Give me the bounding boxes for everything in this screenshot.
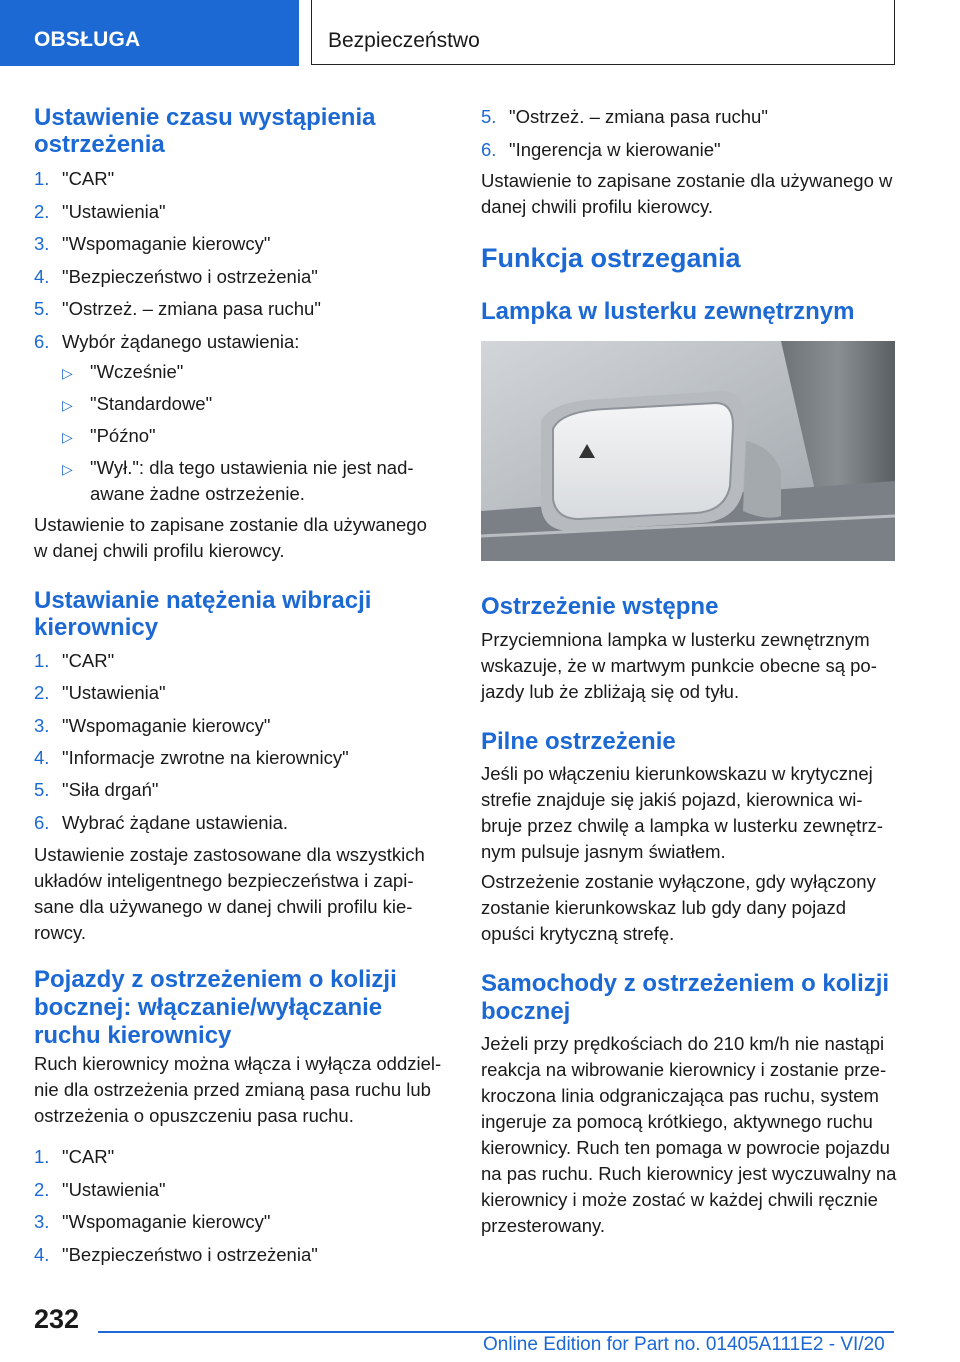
list-item-text: "Ingerencja w kierowanie" [509, 138, 721, 160]
list-number: 3. [34, 233, 50, 254]
list-number: 6. [481, 138, 497, 160]
text-urgent-warning: Jeśli po włączeniu kierunkowskazu w krytycznej strefie znajduje się jakiś pojazd, kierownica wibruje przez chwilę a lampka w lusterku zewnętrznym pulsuje jasnym światłem. [481, 763, 884, 862]
footer-edition: Online Edition for Part no. 01405A111E2 - VI/20 [483, 1334, 885, 1355]
heading-warning-time: Ustawienie czasu wystąpienia ostrzeżenia [34, 104, 376, 158]
triangle-bullet-icon: ▷ [62, 429, 73, 445]
list-item-text: "Ustawienia" [62, 200, 166, 222]
list-item-text: "Ostrzeż. – zmiana pasa ruchu" [509, 106, 768, 127]
list-item-text: "CAR" [62, 650, 115, 671]
list-item-text: "Wspomaganie kierowcy" [62, 1211, 271, 1232]
list-number: 6. [34, 330, 50, 352]
list-item-text: Wybrać żądane ustawienia. [62, 811, 289, 833]
option-text: "Standardowe" [90, 393, 213, 414]
list-number: 4. [34, 265, 50, 287]
triangle-bullet-icon: ▷ [62, 365, 73, 381]
list-number: 6. [34, 811, 50, 833]
option-text: "Wcześnie" [90, 361, 184, 382]
heading-side-collision: Samochody z ostrzeżeniem o kolizji bocznej [481, 970, 890, 1025]
list-number: 2. [34, 1178, 50, 1200]
list-number: 5. [34, 298, 50, 319]
triangle-bullet-icon: ▷ [62, 397, 73, 413]
heading-warning-function: Funkcja ostrzegania [481, 243, 741, 273]
list-item-text: "Wspomaganie kierowcy" [62, 714, 271, 736]
list-number: 1. [34, 650, 50, 671]
list-number: 5. [481, 106, 497, 127]
list-item-text: "Siła drgań" [62, 779, 159, 801]
list-item-text: "Ustawienia" [62, 1178, 166, 1200]
section-tab [0, 0, 299, 66]
list-number: 5. [34, 779, 50, 801]
list-number: 1. [34, 1146, 50, 1167]
list-number: 3. [34, 714, 50, 736]
list-number: 3. [34, 1211, 50, 1232]
list-number: 4. [34, 746, 50, 768]
list-item-text: "Bezpieczeństwo i ostrzeżenia" [62, 265, 318, 287]
note-profile: Ustawienie to zapisane zostanie dla używanego w danej chwili profilu kierowcy. [34, 514, 427, 561]
heading-urgent-warning: Pilne ostrzeżenie [481, 728, 676, 755]
list-number: 1. [34, 168, 50, 189]
triangle-bullet-icon: ▷ [62, 461, 73, 477]
list-number: 4. [34, 1243, 50, 1265]
text-pre-warning: Przyciemniona lampka w lusterku zewnętrznym wskazuje, że w martwym punkcie obecne są pojazdy lub że zbliżają się od tyłu. [481, 629, 877, 702]
page-number: 232 [34, 1304, 80, 1334]
list-item-text: "Ustawienia" [62, 682, 166, 704]
heading-pre-warning: Ostrzeżenie wstępne [481, 593, 719, 620]
footer-rule [98, 1331, 894, 1333]
option-text: "Wył.": dla tego ustawienia nie jest nadawane żadne ostrzeżenie. [90, 457, 414, 504]
section-label: OBSŁUGA [34, 28, 141, 51]
topic-tab [311, 0, 895, 65]
list-item-text: "CAR" [62, 1146, 115, 1167]
note-vibration: Ustawienie zostaje zastosowane dla wszystkich układów inteligentnego bezpieczeństwa i zapisane dla używanego w danej chwili profilu kierowcy. [34, 844, 425, 943]
list-number: 2. [34, 682, 50, 704]
list-item-text: "Ostrzeż. – zmiana pasa ruchu" [62, 298, 321, 319]
topic-label: Bezpieczeństwo [328, 29, 480, 52]
text-urgent-warning-off: Ostrzeżenie zostanie wyłączone, gdy wyłączony zostanie kierunkowskaz lub gdy dany pojazd opuści krytyczną strefę. [481, 871, 876, 944]
mirror-lamp-illustration [481, 341, 895, 561]
text-side-collision: Jeżeli przy prędkościach do 210 km/h nie nastąpi reakcja na wibrowanie kierownicy i zostanie przekroczona linia odgraniczająca pas ruchu, system ingeruje za pomocą krótkiego, aktywnego ruchu kierownicy. Ruch ten pomaga w powrocie pojazdu na pas ruchu. Ruch kierownicy jest wyczuwalny na kierownicy i może zostać w każdej chwili ręcznie przesterowany. [481, 1033, 897, 1236]
list-item-text: "Wspomaganie kierowcy" [62, 233, 271, 254]
list-item-text: "CAR" [62, 168, 115, 189]
heading-vibration: Ustawianie natężenia wibracji kierownicy [34, 587, 372, 641]
list-item-text: Wybór żądanego ustawienia: [62, 330, 300, 352]
list-item-text: "Bezpieczeństwo i ostrzeżenia" [62, 1243, 318, 1265]
list-number: 2. [34, 200, 50, 222]
heading-mirror-lamp: Lampka w lusterku zewnętrznym [481, 298, 855, 325]
heading-steering-intervention: Pojazdy z ostrzeżeniem o kolizji bocznej: włączanie/wyłączanie ruchu kierownicy [34, 966, 397, 1049]
text-steering-intervention: Ruch kierownicy można włącza i wyłącza oddzielnie dla ostrzeżenia przed zmianą pasa ruchu lub ostrzeżenia o opuszczeniu pasa ruchu. [34, 1053, 442, 1126]
option-text: "Późno" [90, 425, 156, 446]
note-profile-right: Ustawienie to zapisane zostanie dla używanego w danej chwili profilu kierowcy. [481, 170, 893, 217]
list-item-text: "Informacje zwrotne na kierownicy" [62, 746, 349, 768]
